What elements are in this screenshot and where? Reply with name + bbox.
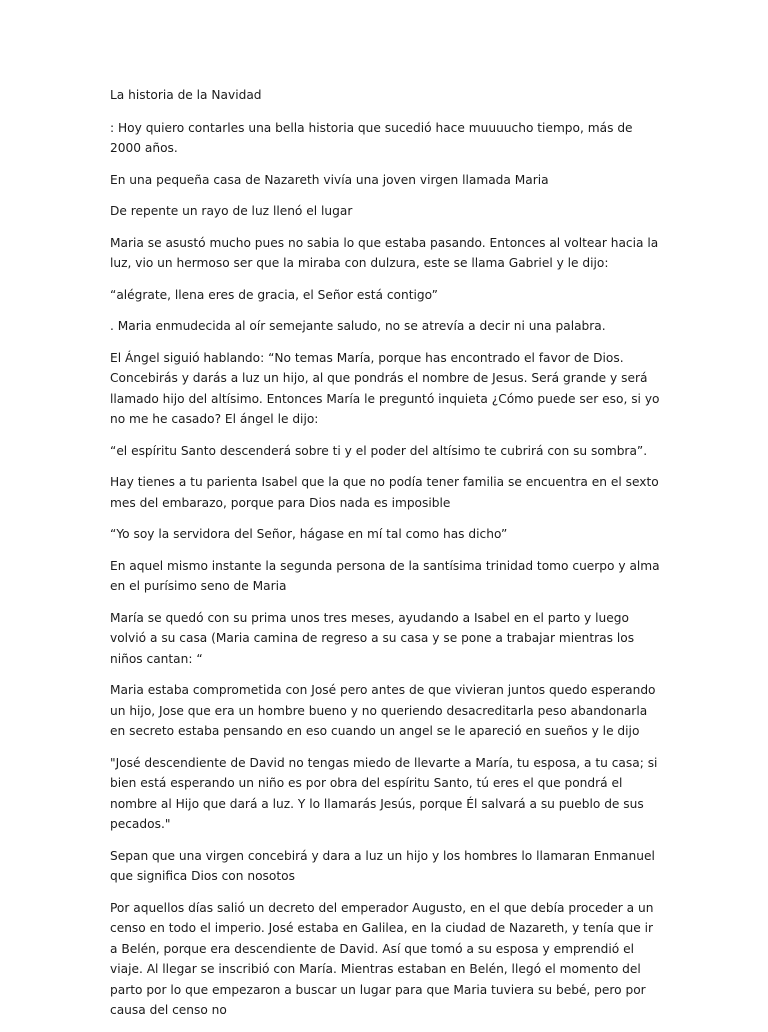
- paragraph-5: “alégrate, llena eres de gracia, el Señor está contigo”: [110, 287, 438, 302]
- paragraph-10: “Yo soy la servidora del Señor, hágase en mí tal como has dicho”: [110, 527, 508, 541]
- paragraph-4: Maria se asustó mucho pues no sabia lo que estaba pasando. Entonces al voltear hacia la luz, vio un hermoso ser que la miraba con dulzura, este se llama Gabriel y le dijo:: [110, 235, 659, 270]
- paragraph-3: De repente un rayo de luz llenó el lugar: [110, 204, 353, 218]
- document-title: La historia de la Navidad: [110, 88, 262, 102]
- paragraph-13: Maria estaba comprometida con José pero antes de que vivieran juntos quedo esperando un hijo, Jose que era un hombre bueno y no queriendo desacreditarla peso abandonarla en secreto estaba pensando en eso cuando un angel se le apareció en sueños y le dijo: [110, 683, 656, 738]
- paragraph-8: “el espíritu Santo descenderá sobre ti y el poder del altísimo te cubrirá con su sombra”.: [110, 443, 648, 458]
- paragraph-1: : Hoy quiero contarles una bella historia que sucedió hace muuuucho tiempo, más de 2000 años.: [110, 120, 633, 155]
- paragraph-16: Por aquellos días salió un decreto del emperador Augusto, en el que debía proceder a un censo en todo el imperio. José estaba en Galilea, en la ciudad de Nazareth, y tenía que ir a Belén, porque era descendiente de David. Así que tomó a su esposa y emprendió el viaje. Al llegar se inscribió con María. Mientras estaban en Belén, llegó el momento del parto por lo que empezaron a buscar un lugar para que Maria tuviera su bebé, pero por causa del censo no: [110, 900, 654, 1017]
- paragraph-12: María se quedó con su prima unos tres meses, ayudando a Isabel en el parto y luego volvió a su casa (Maria camina de regreso a su casa y se pone a trabajar mientras los niños cantan: “: [110, 610, 635, 666]
- paragraph-2: En una pequeña casa de Nazareth vivía una joven virgen llamada Maria: [110, 172, 549, 187]
- paragraph-9: Hay tienes a tu parienta Isabel que la que no podía tener familia se encuentra en el sexto mes del embarazo, porque para Dios nada es imposible: [110, 475, 659, 510]
- paragraph-6: . Maria enmudecida al oír semejante saludo, no se atrevía a decir ni una palabra.: [110, 319, 606, 333]
- paragraph-15: Sepan que una virgen concebirá y dara a luz un hijo y los hombres lo llamaran Enmanuel que significa Dios con nosotos: [110, 848, 655, 883]
- paragraph-14: "José descendiente de David no tengas miedo de llevarte a María, tu esposa, a tu casa; si bien está esperando un niño es por obra del espíritu Santo, tú eres el que pondrá el nombre al Hijo que dará a luz. Y lo llamarás Jesús, porque Él salvará a su pueblo de sus pecados.": [110, 755, 658, 831]
- paragraph-7: El Ángel siguió hablando: “No temas María, porque has encontrado el favor de Dios. Concebirás y darás a luz un hijo, al que pondrás el nombre de Jesus. Será grande y será llamado hijo del altísimo. Entonces María le preguntó inquieta ¿Cómo puede ser eso, si yo no me he casado? El ángel le dijo:: [110, 350, 660, 426]
- document-body: [110, 85, 660, 1032]
- paragraph-11: En aquel mismo instante la segunda persona de la santísima trinidad tomo cuerpo y alma en el purísimo seno de Maria: [110, 558, 660, 593]
